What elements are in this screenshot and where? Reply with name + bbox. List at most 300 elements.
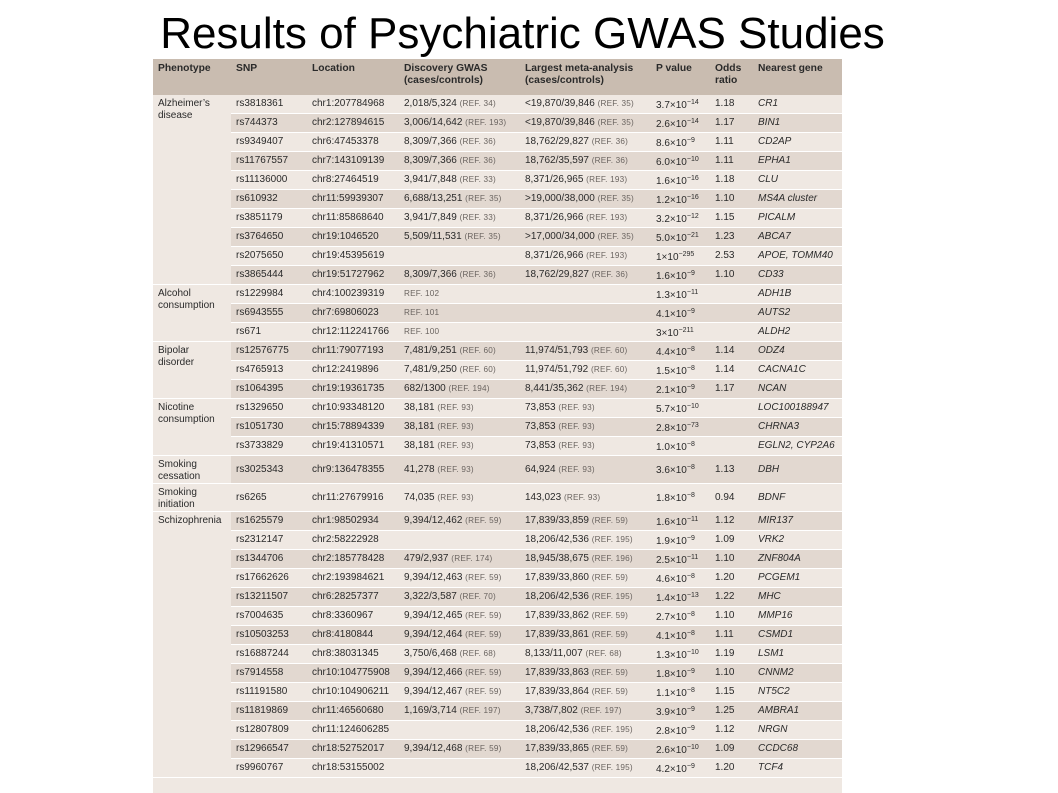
p-value-exponent: −21 xyxy=(686,231,699,239)
location-cell: chr19:45395619 xyxy=(307,247,399,266)
discovery-value: 74,035 xyxy=(404,491,435,503)
header-meta-analysis: Largest meta-analysis (cases/controls) xyxy=(520,59,651,95)
meta-cell xyxy=(520,361,651,380)
nearest-gene-cell: CR1 xyxy=(753,95,842,114)
meta-value: <19,870/39,846 xyxy=(525,117,595,128)
meta-ref: (REF. 195) xyxy=(591,725,633,734)
meta-cell xyxy=(520,95,651,114)
p-value-mantissa: 2.6×10 xyxy=(656,118,687,130)
discovery-cell xyxy=(399,266,520,285)
discovery-cell xyxy=(399,285,520,304)
snp-cell: rs7004635 xyxy=(231,607,307,626)
p-value-cell xyxy=(651,531,710,550)
location-cell: chr19:51727962 xyxy=(307,266,399,285)
odds-ratio-cell: 1.10 xyxy=(710,664,753,683)
odds-ratio-cell: 1.15 xyxy=(710,683,753,702)
discovery-ref: REF. 102 xyxy=(404,289,440,298)
p-value-exponent: −8 xyxy=(686,345,695,353)
meta-ref: (REF. 93) xyxy=(563,492,601,502)
p-value-cell xyxy=(651,626,710,645)
discovery-cell xyxy=(399,569,520,588)
p-value-mantissa: 2.5×10 xyxy=(656,554,687,566)
discovery-value: 1,169/3,714 xyxy=(404,705,457,716)
table-header-row xyxy=(153,59,842,95)
table-row xyxy=(153,228,842,247)
discovery-cell xyxy=(399,399,520,418)
meta-ref: (REF. 35) xyxy=(597,194,634,203)
discovery-cell xyxy=(399,133,520,152)
nearest-gene-cell: ODZ4 xyxy=(753,342,842,361)
discovery-ref: (REF. 35) xyxy=(464,232,501,241)
p-value-cell xyxy=(651,152,710,171)
location-cell: chr6:47453378 xyxy=(307,133,399,152)
meta-cell xyxy=(520,588,651,607)
p-value-exponent: −14 xyxy=(686,98,699,106)
p-value-mantissa: 4.2×10 xyxy=(656,763,687,775)
discovery-value: 7,481/9,251 xyxy=(404,345,457,356)
location-cell: chr11:79077193 xyxy=(307,342,399,361)
odds-ratio-cell: 1.17 xyxy=(710,114,753,133)
odds-ratio-cell: 1.10 xyxy=(710,190,753,209)
discovery-value: 9,394/12,463 xyxy=(404,572,463,583)
table-row xyxy=(153,759,842,778)
phenotype-cell: Bipolar disorder xyxy=(153,342,231,399)
table-row xyxy=(153,702,842,721)
p-value-cell xyxy=(651,645,710,664)
p-value-exponent: −9 xyxy=(686,307,695,315)
location-cell: chr15:78894339 xyxy=(307,418,399,437)
p-value-cell xyxy=(651,228,710,247)
discovery-value: 3,750/6,468 xyxy=(404,648,457,659)
location-cell: chr11:46560680 xyxy=(307,702,399,721)
discovery-ref: (REF. 59) xyxy=(465,668,502,677)
odds-ratio-cell: 1.20 xyxy=(710,569,753,588)
discovery-ref: (REF. 93) xyxy=(437,422,474,431)
p-value-mantissa: 5.7×10 xyxy=(656,403,687,415)
table-row xyxy=(153,740,842,759)
p-value-mantissa: 1×10 xyxy=(656,251,679,263)
p-value-cell xyxy=(651,342,710,361)
table-row xyxy=(153,380,842,399)
p-value-mantissa: 2.1×10 xyxy=(656,384,687,396)
table-row xyxy=(153,247,842,266)
meta-ref: (REF. 60) xyxy=(591,365,628,374)
meta-value: 8,133/11,007 xyxy=(525,648,583,659)
meta-cell xyxy=(520,228,651,247)
gwas-results-table-container xyxy=(153,59,842,793)
odds-ratio-cell: 1.10 xyxy=(710,266,753,285)
discovery-value: 3,322/3,587 xyxy=(404,591,457,602)
odds-ratio-cell: 1.12 xyxy=(710,512,753,531)
discovery-ref: (REF. 60) xyxy=(459,346,496,355)
meta-cell xyxy=(520,531,651,550)
discovery-value: 9,394/12,468 xyxy=(404,743,463,754)
nearest-gene-cell: NCAN xyxy=(753,380,842,399)
nearest-gene-cell: AUTS2 xyxy=(753,304,842,323)
p-value-mantissa: 1.9×10 xyxy=(656,535,687,547)
p-value-exponent: −73 xyxy=(686,421,699,429)
meta-cell xyxy=(520,721,651,740)
snp-cell: rs17662626 xyxy=(231,569,307,588)
meta-value: 8,371/26,965 xyxy=(525,174,584,185)
nearest-gene-cell: APOE, TOMM40 xyxy=(753,247,842,266)
p-value-exponent: −9 xyxy=(686,705,695,713)
meta-value: >17,000/34,000 xyxy=(525,231,595,242)
discovery-cell xyxy=(399,702,520,721)
snp-cell: rs2075650 xyxy=(231,247,307,266)
p-value-cell xyxy=(651,512,710,531)
p-value-exponent: −9 xyxy=(686,724,695,732)
snp-cell: rs610932 xyxy=(231,190,307,209)
table-row xyxy=(153,456,842,484)
table-body xyxy=(153,95,842,778)
discovery-value: 5,509/11,531 xyxy=(404,231,462,242)
discovery-cell xyxy=(399,247,520,266)
location-cell: chr4:100239319 xyxy=(307,285,399,304)
meta-cell xyxy=(520,759,651,778)
meta-value: 17,839/33,860 xyxy=(525,572,589,583)
meta-value: 17,839/33,859 xyxy=(525,515,589,526)
p-value-cell xyxy=(651,550,710,569)
discovery-cell xyxy=(399,437,520,456)
p-value-exponent: −8 xyxy=(686,492,695,499)
location-cell: chr12:112241766 xyxy=(307,323,399,342)
discovery-ref: (REF. 60) xyxy=(459,365,496,374)
discovery-ref: (REF. 194) xyxy=(448,384,490,393)
header-location: Location xyxy=(307,59,399,95)
p-value-mantissa: 2.7×10 xyxy=(656,611,687,623)
meta-value: 18,206/42,536 xyxy=(525,724,589,735)
meta-ref: (REF. 93) xyxy=(558,441,595,450)
page-title: Results of Psychiatric GWAS Studies xyxy=(160,9,885,58)
meta-value: 18,762/35,597 xyxy=(525,155,589,166)
location-cell: chr10:104906211 xyxy=(307,683,399,702)
location-cell: chr6:28257377 xyxy=(307,588,399,607)
meta-value: 73,853 xyxy=(525,421,556,432)
snp-cell: rs9349407 xyxy=(231,133,307,152)
discovery-value: 9,394/12,466 xyxy=(404,667,463,678)
p-value-mantissa: 1.4×10 xyxy=(656,592,687,604)
snp-cell: rs1229984 xyxy=(231,285,307,304)
p-value-mantissa: 3.2×10 xyxy=(656,213,687,225)
p-value-cell xyxy=(651,683,710,702)
odds-ratio-cell xyxy=(710,418,753,437)
nearest-gene-cell: CD2AP xyxy=(753,133,842,152)
snp-cell: rs12966547 xyxy=(231,740,307,759)
snp-cell: rs2312147 xyxy=(231,531,307,550)
p-value-exponent: −12 xyxy=(686,212,699,220)
discovery-cell xyxy=(399,626,520,645)
discovery-cell xyxy=(399,152,520,171)
discovery-cell xyxy=(399,607,520,626)
location-cell: chr11:124606285 xyxy=(307,721,399,740)
p-value-exponent: −8 xyxy=(686,572,695,580)
odds-ratio-cell: 1.25 xyxy=(710,702,753,721)
discovery-ref: (REF. 197) xyxy=(459,706,501,715)
odds-ratio-cell: 1.18 xyxy=(710,171,753,190)
nearest-gene-cell: NRGN xyxy=(753,721,842,740)
p-value-cell xyxy=(651,740,710,759)
p-value-mantissa: 1.6×10 xyxy=(656,516,687,528)
odds-ratio-cell: 1.22 xyxy=(710,588,753,607)
nearest-gene-cell: CD33 xyxy=(753,266,842,285)
discovery-ref: (REF. 59) xyxy=(465,611,502,620)
p-value-mantissa: 1.8×10 xyxy=(656,668,687,680)
meta-cell xyxy=(520,342,651,361)
table-row xyxy=(153,209,842,228)
discovery-cell xyxy=(399,380,520,399)
odds-ratio-cell: 1.14 xyxy=(710,361,753,380)
location-cell: chr19:41310571 xyxy=(307,437,399,456)
p-value-cell xyxy=(651,399,710,418)
meta-ref: (REF. 195) xyxy=(591,592,633,601)
nearest-gene-cell: BDNF xyxy=(753,484,842,512)
p-value-exponent: −211 xyxy=(678,326,694,334)
discovery-value: 3,006/14,642 xyxy=(404,117,463,128)
nearest-gene-cell: LSM1 xyxy=(753,645,842,664)
p-value-mantissa: 1.0×10 xyxy=(656,441,687,453)
discovery-cell xyxy=(399,171,520,190)
meta-cell xyxy=(520,550,651,569)
location-cell: chr8:38031345 xyxy=(307,645,399,664)
meta-value: 8,441/35,362 xyxy=(525,383,584,394)
discovery-ref: (REF. 35) xyxy=(465,194,502,203)
meta-value: 3,738/7,802 xyxy=(525,705,578,716)
discovery-value: 8,309/7,366 xyxy=(404,136,457,147)
snp-cell: rs16887244 xyxy=(231,645,307,664)
phenotype-cell: Schizophrenia xyxy=(153,512,231,778)
p-value-cell xyxy=(651,759,710,778)
p-value-exponent: −9 xyxy=(686,269,695,277)
nearest-gene-cell: CLU xyxy=(753,171,842,190)
meta-ref: (REF. 36) xyxy=(591,137,629,146)
discovery-ref: (REF. 33) xyxy=(459,213,496,222)
discovery-ref: REF. 101 xyxy=(404,308,440,317)
nearest-gene-cell: MMP16 xyxy=(753,607,842,626)
discovery-cell xyxy=(399,759,520,778)
nearest-gene-cell: VRK2 xyxy=(753,531,842,550)
p-value-mantissa: 4.6×10 xyxy=(656,573,687,585)
location-cell: chr10:93348120 xyxy=(307,399,399,418)
p-value-mantissa: 1.2×10 xyxy=(656,194,687,206)
table-row xyxy=(153,607,842,626)
snp-cell: rs3865444 xyxy=(231,266,307,285)
discovery-ref: (REF. 34) xyxy=(459,99,496,108)
nearest-gene-cell: ALDH2 xyxy=(753,323,842,342)
location-cell: chr7:69806023 xyxy=(307,304,399,323)
discovery-ref: (REF. 174) xyxy=(451,554,493,563)
location-cell: chr1:98502934 xyxy=(307,512,399,531)
odds-ratio-cell: 1.10 xyxy=(710,607,753,626)
odds-ratio-cell: 1.11 xyxy=(710,133,753,152)
p-value-cell xyxy=(651,702,710,721)
p-value-exponent: −13 xyxy=(686,591,699,599)
odds-ratio-cell: 1.10 xyxy=(710,550,753,569)
snp-cell: rs4765913 xyxy=(231,361,307,380)
discovery-value: 38,181 xyxy=(404,402,435,413)
meta-value: 8,371/26,966 xyxy=(525,212,584,223)
meta-value: 8,371/26,966 xyxy=(525,250,584,261)
header-discovery-gwas: Discovery GWAS (cases/controls) xyxy=(399,59,520,95)
meta-ref: (REF. 35) xyxy=(597,118,634,127)
meta-ref: (REF. 60) xyxy=(591,346,628,355)
odds-ratio-cell: 1.17 xyxy=(710,380,753,399)
table-row xyxy=(153,626,842,645)
nearest-gene-cell: MS4A cluster xyxy=(753,190,842,209)
discovery-value: 9,394/12,465 xyxy=(404,610,463,621)
p-value-mantissa: 2.8×10 xyxy=(656,422,687,434)
p-value-exponent: −9 xyxy=(686,136,695,144)
discovery-ref: (REF. 59) xyxy=(465,516,502,525)
header-odds-ratio: Odds ratio xyxy=(710,59,753,95)
discovery-cell xyxy=(399,512,520,531)
table-row xyxy=(153,437,842,456)
odds-ratio-cell: 1.12 xyxy=(710,721,753,740)
discovery-cell xyxy=(399,209,520,228)
location-cell: chr11:59939307 xyxy=(307,190,399,209)
p-value-exponent: −14 xyxy=(686,117,699,125)
meta-cell xyxy=(520,569,651,588)
p-value-exponent: −16 xyxy=(686,174,699,182)
discovery-value: 9,394/12,464 xyxy=(404,629,463,640)
meta-ref: (REF. 68) xyxy=(585,649,622,658)
p-value-cell xyxy=(651,484,710,512)
meta-ref: (REF. 59) xyxy=(591,744,629,753)
snp-cell: rs6943555 xyxy=(231,304,307,323)
snp-cell: rs13211507 xyxy=(231,588,307,607)
nearest-gene-cell: DBH xyxy=(753,456,842,484)
snp-cell: rs1051730 xyxy=(231,418,307,437)
table-row xyxy=(153,342,842,361)
header-phenotype: Phenotype xyxy=(153,59,231,95)
meta-cell xyxy=(520,437,651,456)
table-row xyxy=(153,114,842,133)
p-value-exponent: −10 xyxy=(686,402,699,410)
phenotype-cell: Alcohol consumption xyxy=(153,285,231,342)
p-value-cell xyxy=(651,721,710,740)
p-value-exponent: −8 xyxy=(686,686,695,694)
snp-cell: rs1064395 xyxy=(231,380,307,399)
discovery-value: 8,309/7,366 xyxy=(404,155,457,166)
table-row xyxy=(153,323,842,342)
odds-ratio-cell xyxy=(710,437,753,456)
discovery-ref: (REF. 59) xyxy=(465,630,502,639)
table-row xyxy=(153,266,842,285)
p-value-mantissa: 3.6×10 xyxy=(656,465,687,476)
meta-cell xyxy=(520,209,651,228)
p-value-exponent: −9 xyxy=(686,762,695,770)
discovery-cell xyxy=(399,645,520,664)
odds-ratio-cell: 2.53 xyxy=(710,247,753,266)
discovery-value: 38,181 xyxy=(404,421,435,432)
table-row xyxy=(153,285,842,304)
discovery-ref: (REF. 93) xyxy=(437,464,474,474)
p-value-cell xyxy=(651,114,710,133)
discovery-value: 479/2,937 xyxy=(404,553,449,564)
discovery-ref: (REF. 33) xyxy=(459,175,496,184)
discovery-cell xyxy=(399,95,520,114)
meta-cell xyxy=(520,702,651,721)
odds-ratio-cell: 0.94 xyxy=(710,484,753,512)
p-value-cell xyxy=(651,304,710,323)
p-value-exponent: −10 xyxy=(686,155,699,163)
meta-ref: (REF. 93) xyxy=(558,422,595,431)
meta-cell xyxy=(520,456,651,484)
location-cell: chr9:136478355 xyxy=(307,456,399,484)
nearest-gene-cell: MIR137 xyxy=(753,512,842,531)
meta-ref: (REF. 93) xyxy=(558,464,595,474)
p-value-cell xyxy=(651,171,710,190)
meta-cell xyxy=(520,266,651,285)
p-value-cell xyxy=(651,664,710,683)
p-value-exponent: −8 xyxy=(686,440,695,448)
meta-cell xyxy=(520,626,651,645)
meta-cell xyxy=(520,418,651,437)
nearest-gene-cell: PCGEM1 xyxy=(753,569,842,588)
location-cell: chr19:19361735 xyxy=(307,380,399,399)
p-value-exponent: −11 xyxy=(686,288,699,296)
meta-cell xyxy=(520,484,651,512)
discovery-cell xyxy=(399,721,520,740)
odds-ratio-cell: 1.19 xyxy=(710,645,753,664)
header-snp: SNP xyxy=(231,59,307,95)
discovery-ref: (REF. 193) xyxy=(465,118,507,127)
p-value-mantissa: 1.8×10 xyxy=(656,493,687,504)
meta-cell xyxy=(520,304,651,323)
meta-cell xyxy=(520,380,651,399)
meta-ref: (REF. 195) xyxy=(591,535,633,544)
location-cell: chr12:2419896 xyxy=(307,361,399,380)
p-value-cell xyxy=(651,437,710,456)
discovery-cell xyxy=(399,304,520,323)
discovery-ref: (REF. 93) xyxy=(437,403,474,412)
nearest-gene-cell: NT5C2 xyxy=(753,683,842,702)
location-cell: chr2:193984621 xyxy=(307,569,399,588)
discovery-value: 2,018/5,324 xyxy=(404,98,457,109)
location-cell: chr11:85868640 xyxy=(307,209,399,228)
meta-ref: (REF. 59) xyxy=(591,687,629,696)
p-value-exponent: −11 xyxy=(686,515,699,523)
meta-cell xyxy=(520,740,651,759)
p-value-exponent: −8 xyxy=(686,629,695,637)
table-row xyxy=(153,484,842,512)
discovery-ref: (REF. 93) xyxy=(437,441,474,450)
meta-cell xyxy=(520,664,651,683)
discovery-cell xyxy=(399,190,520,209)
meta-cell xyxy=(520,171,651,190)
phenotype-cell: Smoking initiation xyxy=(153,484,231,512)
meta-ref: (REF. 93) xyxy=(558,403,595,412)
meta-value: 143,023 xyxy=(525,491,562,503)
meta-ref: (REF. 193) xyxy=(586,251,628,260)
discovery-value: 41,278 xyxy=(404,463,435,475)
table-row xyxy=(153,95,842,114)
meta-value: 73,853 xyxy=(525,402,556,413)
meta-value: 73,853 xyxy=(525,440,556,451)
p-value-mantissa: 1.6×10 xyxy=(656,270,687,282)
p-value-mantissa: 1.5×10 xyxy=(656,365,687,377)
meta-cell xyxy=(520,683,651,702)
nearest-gene-cell: ZNF804A xyxy=(753,550,842,569)
meta-value: 18,206/42,536 xyxy=(525,591,589,602)
meta-cell xyxy=(520,133,651,152)
meta-value: 17,839/33,863 xyxy=(525,667,589,678)
meta-cell xyxy=(520,512,651,531)
discovery-cell xyxy=(399,114,520,133)
table-row xyxy=(153,531,842,550)
snp-cell: rs1329650 xyxy=(231,399,307,418)
discovery-value: 3,941/7,849 xyxy=(404,212,457,223)
